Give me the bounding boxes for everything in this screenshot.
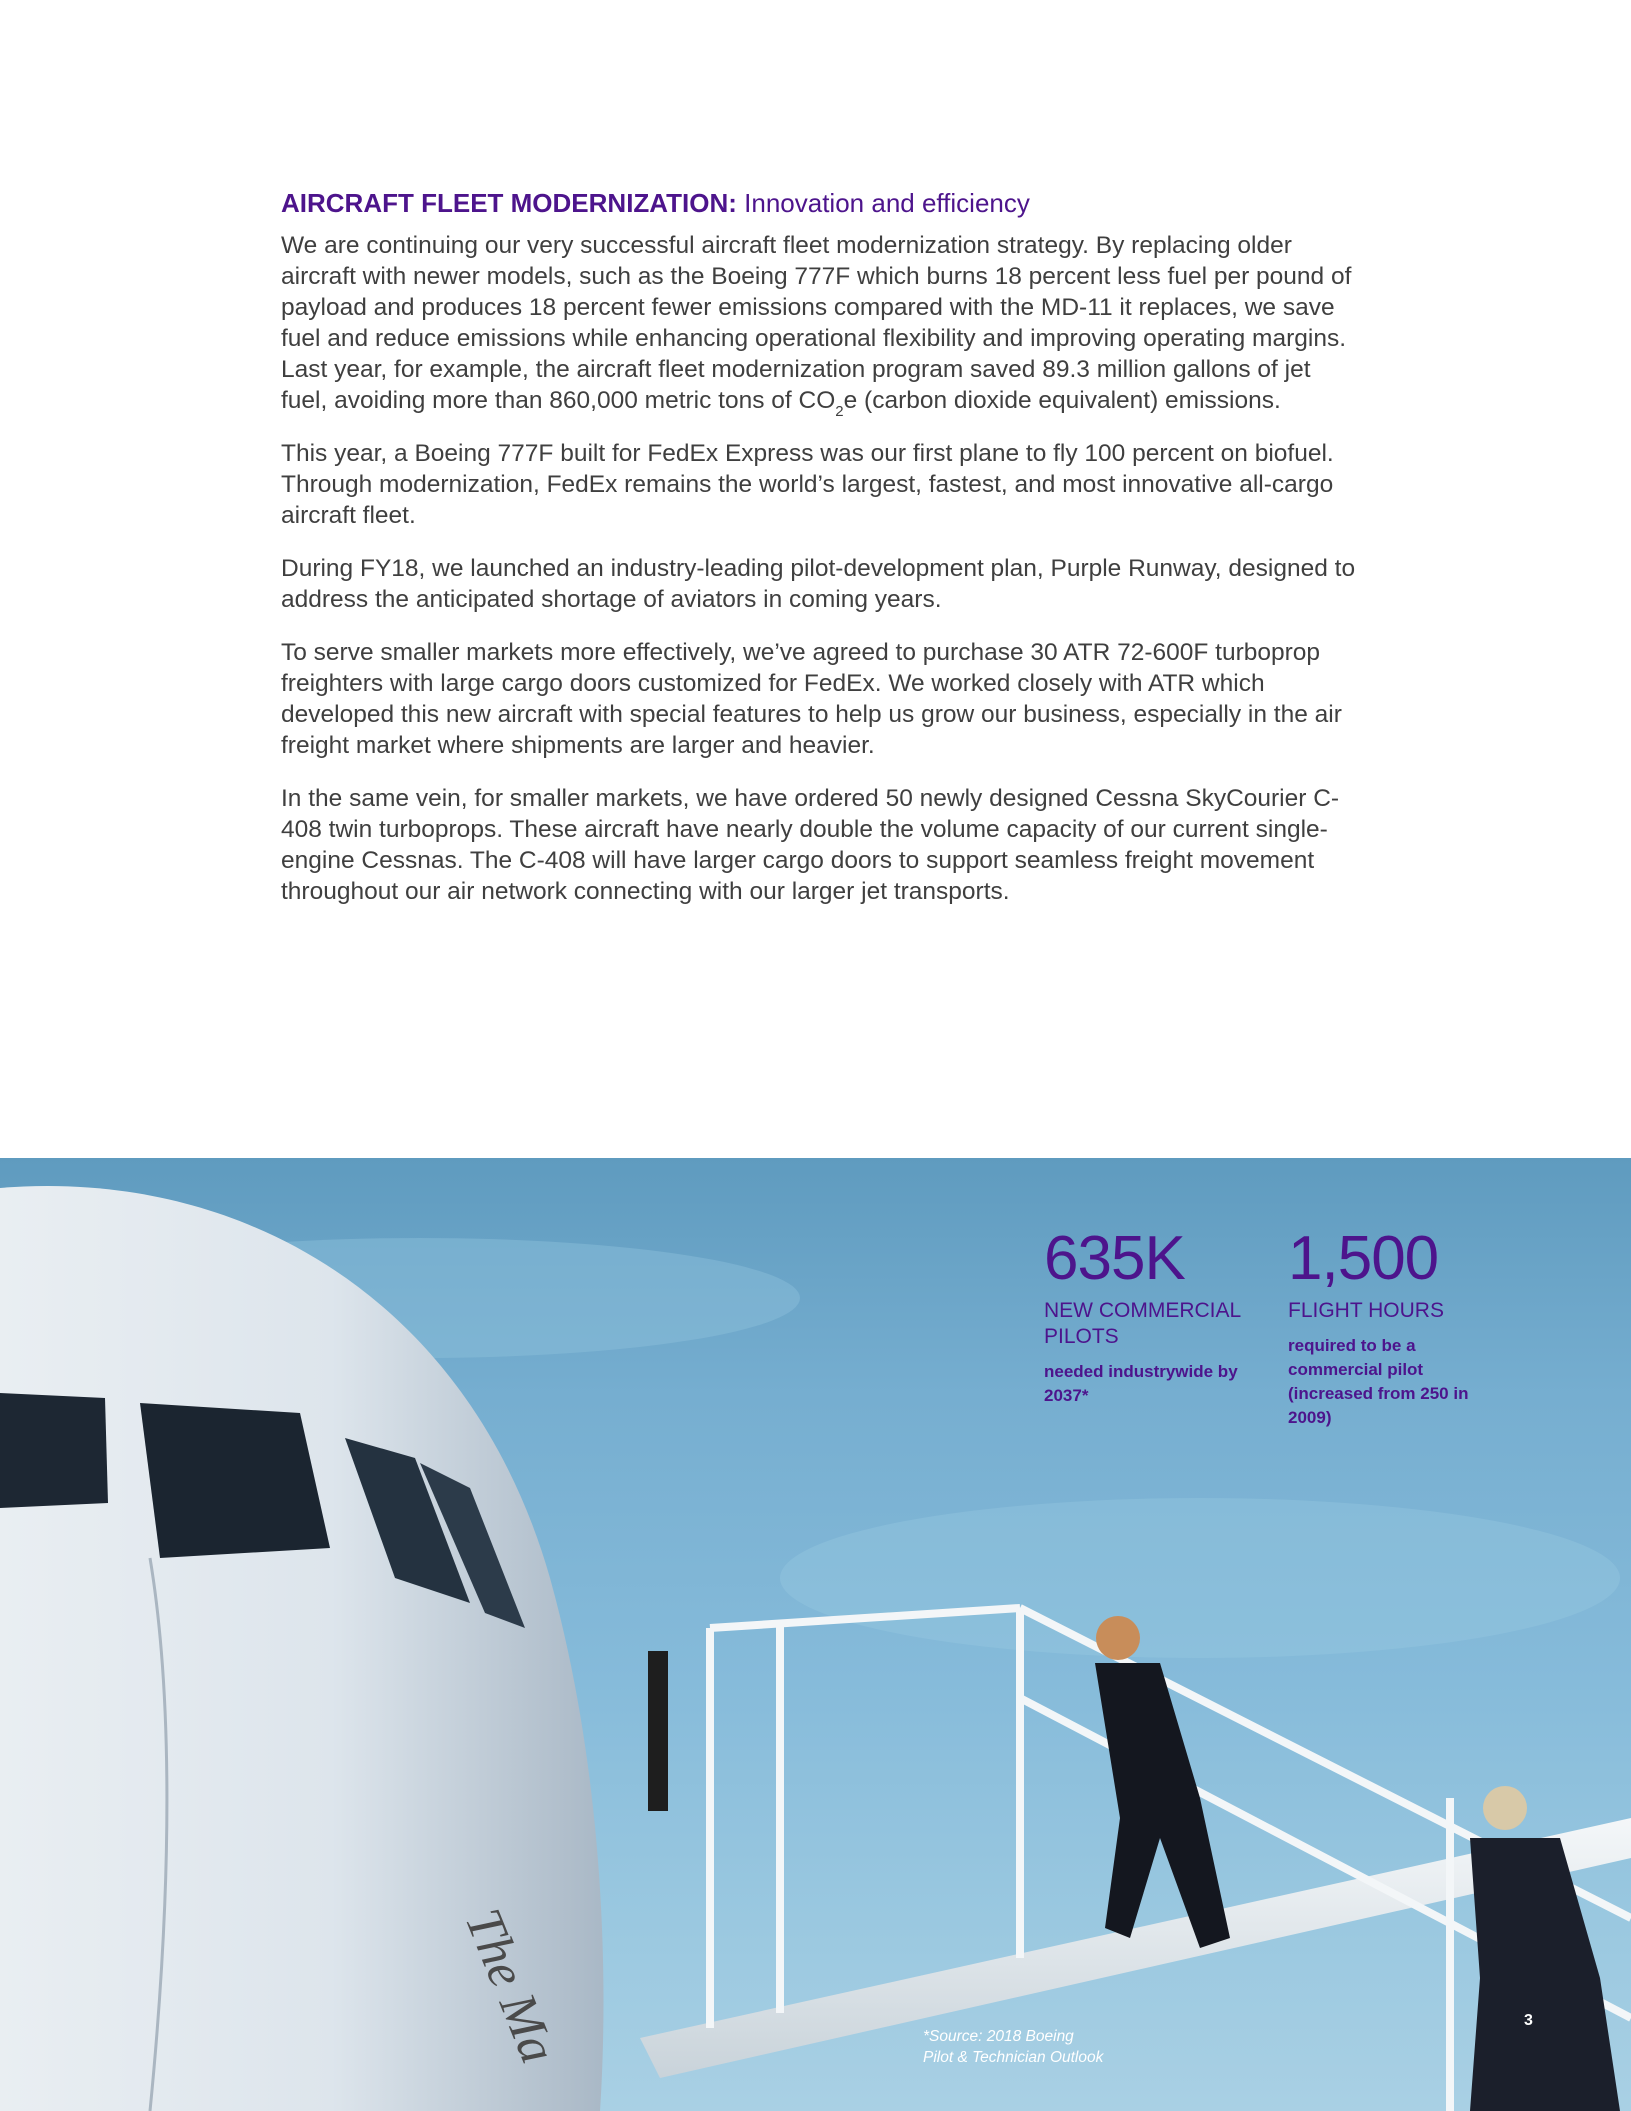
paragraph-fleet-modernization — [281, 230, 1361, 420]
p1-text-end: e (carbon dioxide equivalent) emissions. — [843, 387, 1281, 414]
stat-number: 635K — [1044, 1224, 1185, 1293]
aircraft-name-lettering: The Ma — [453, 1901, 567, 2072]
p1-text: We are continuing our very successful aircraft fleet modernization strategy. By replacing older aircraft with newer models, such as the Boeing 777F which burns 18 percent less fuel per pound of payload and produces 18 percent fewer emissions compared with the MD-11 it replaces, we save fuel and reduce emissions while enhancing operational flexibility and improving operating margins. Last year, for example, the aircraft fleet modernization program saved 89.3 million gallons of jet fuel, avoiding more than 860,000 metric tons of CO — [281, 232, 1352, 414]
stair-post — [648, 1651, 668, 1811]
stat-title: FLIGHT HOURS — [1288, 1299, 1444, 1322]
cloud — [780, 1498, 1620, 1658]
pilot-figure — [1095, 1616, 1230, 1948]
stat-description: needed industrywide by 2037* — [1044, 1362, 1238, 1405]
paragraph-purple-runway: During FY18, we launched an industry-leading pilot-development plan, Purple Runway, designed to address the anticipated shortage of aviators in coming years. — [281, 555, 1356, 613]
stat-number: 1,500 — [1288, 1224, 1439, 1293]
stat-flight-hours — [1288, 1224, 1488, 1430]
co2-subscript: 2 — [835, 403, 844, 420]
source-line-1: *Source: 2018 Boeing — [923, 2028, 1074, 2045]
section-heading — [281, 186, 1361, 220]
paragraph-cessna-skycourier: In the same vein, for smaller markets, we have ordered 50 newly designed Cessna SkyCourier C-408 twin turboprops. These aircraft have nearly double the volume capacity of our current single-engine Cessnas. The C-408 will have larger cargo doors to support seamless freight movement throughout our air network connecting with our larger jet transports. — [281, 785, 1340, 905]
source-footnote — [923, 2026, 1183, 2068]
heading-subtitle: Innovation and efficiency — [736, 188, 1030, 218]
paragraph-atr-turboprops: To serve smaller markets more effectively, we’ve agreed to purchase 30 ATR 72-600F turboprop freighters with large cargo doors customized for FedEx. We worked closely with ATR which developed this new aircraft with special features to help us grow our business, especially in the air freight market where shipments are larger and heavier. — [281, 639, 1342, 759]
stat-description: required to be a commercial pilot (increased from 250 in 2009) — [1288, 1336, 1469, 1427]
article — [281, 186, 1361, 929]
source-line-2: Pilot & Technician Outlook — [923, 2049, 1104, 2066]
page-number: 3 — [1524, 2012, 1533, 2029]
heading-bold: AIRCRAFT FLEET MODERNIZATION: — [281, 188, 737, 218]
stat-title: NEW COMMERCIAL PILOTS — [1044, 1299, 1241, 1348]
cockpit-window — [0, 1393, 108, 1508]
paragraph-biofuel: This year, a Boeing 777F built for FedEx Express was our first plane to fly 100 percent on biofuel. Through modernization, FedEx remains the world’s largest, fastest, and most innovative all-cargo aircraft fleet. — [281, 440, 1334, 529]
cockpit-window — [140, 1403, 330, 1558]
stat-new-commercial-pilots — [1044, 1224, 1274, 1408]
